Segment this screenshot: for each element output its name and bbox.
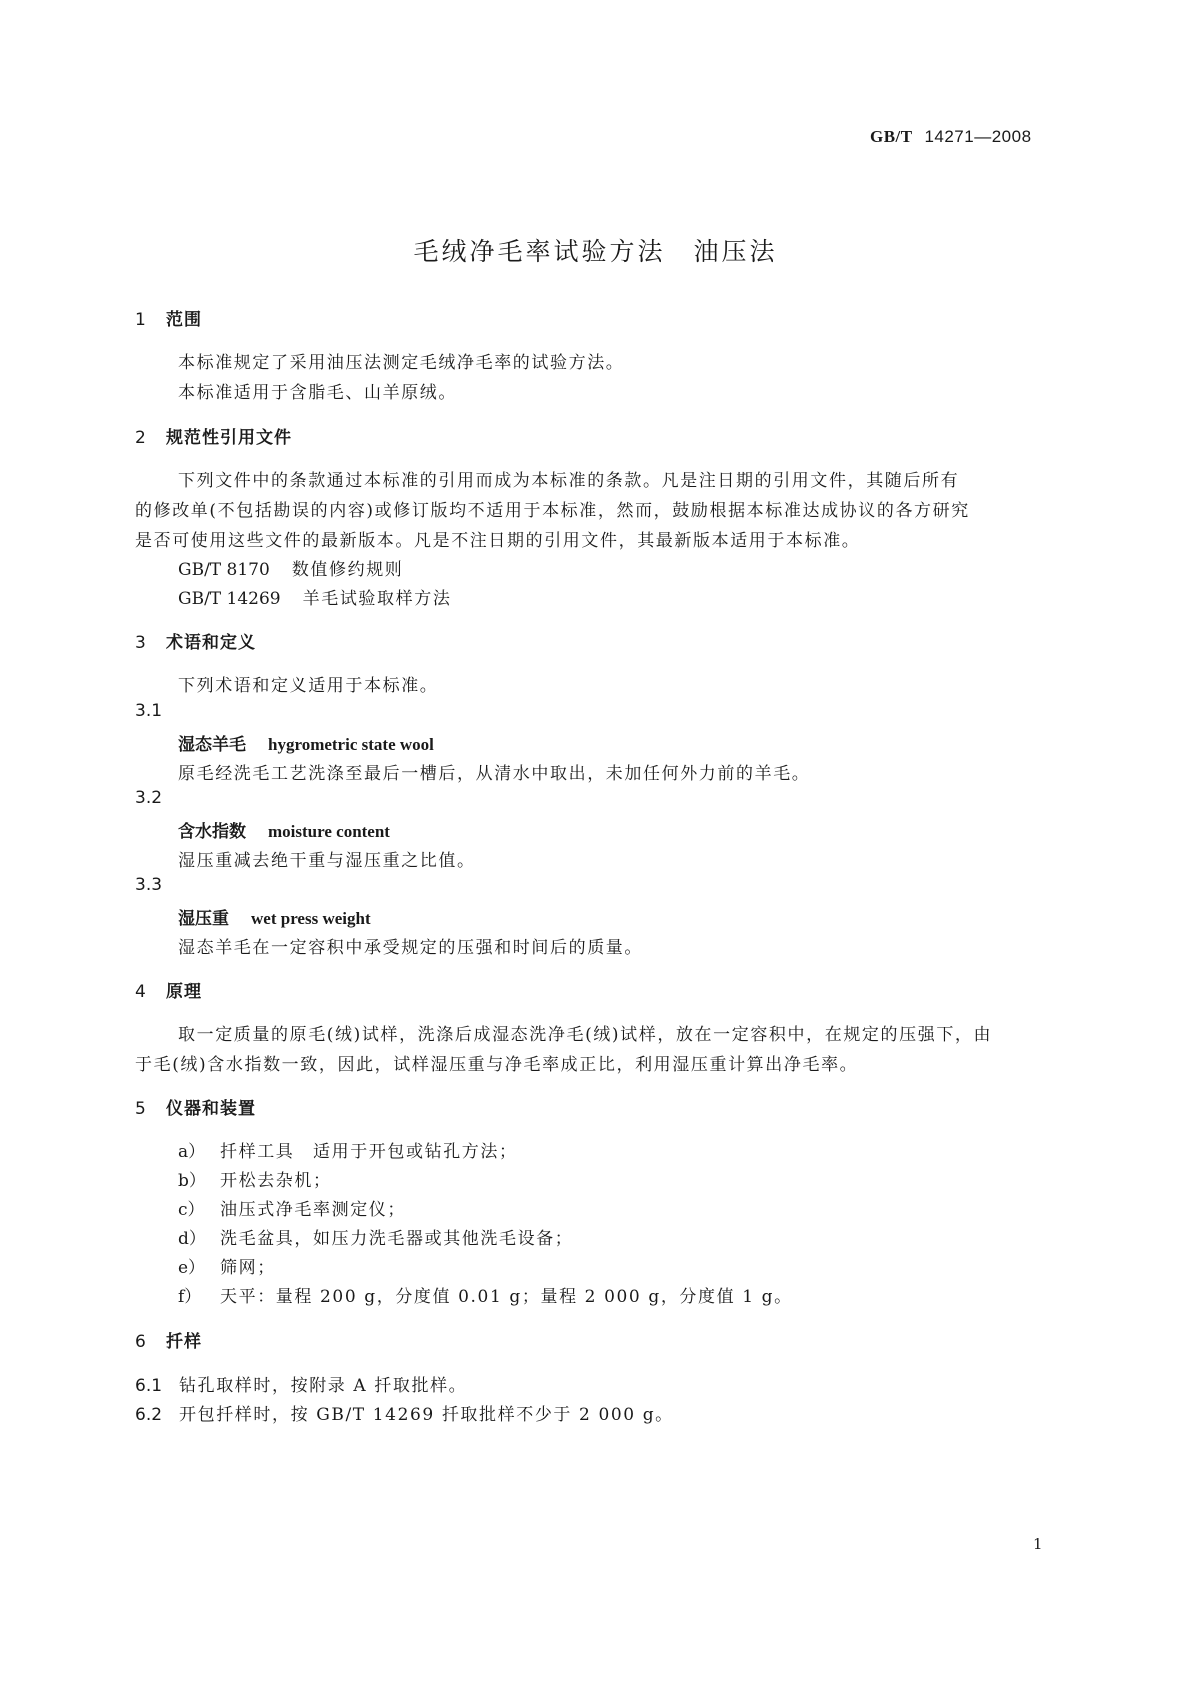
term-zh: 湿态羊毛 <box>178 735 246 755</box>
section-heading-3 <box>135 628 256 653</box>
section-heading-1 <box>135 305 202 330</box>
section-number: 2 <box>135 428 147 448</box>
term-number: 3.1 <box>135 701 163 721</box>
section-number: 6 <box>135 1332 147 1352</box>
list-item <box>178 1137 518 1162</box>
term-en: moisture content <box>268 822 390 841</box>
clause-number: 6.2 <box>135 1405 163 1425</box>
term-heading <box>178 817 390 842</box>
term-definition: 湿压重减去绝干重与湿压重之比值。 <box>178 851 476 871</box>
section-number: 1 <box>135 310 147 330</box>
list-item <box>178 1282 793 1307</box>
list-text: 洗毛盆具，如压力洗毛器或其他洗毛设备； <box>220 1229 574 1249</box>
reference-title: 羊毛试验取样方法 <box>302 589 452 609</box>
list-label: a） <box>178 1142 206 1162</box>
list-text: 扦样工具 适用于开包或钻孔方法； <box>220 1142 518 1162</box>
list-text: 筛网； <box>220 1258 276 1278</box>
standard-code <box>870 127 1032 147</box>
term-en: wet press weight <box>251 909 371 928</box>
list-label: c） <box>178 1200 205 1220</box>
document-title: 毛绒净毛率试验方法 油压法 <box>413 237 778 266</box>
clause-text: 钻孔取样时，按附录 A 扦取批样。 <box>179 1376 468 1396</box>
section-heading-5 <box>135 1094 256 1119</box>
list-label: e） <box>178 1258 206 1278</box>
section-title: 原理 <box>166 982 202 1002</box>
paragraph: 本标准适用于含脂毛、山羊原绒。 <box>178 383 457 403</box>
list-item <box>178 1166 332 1191</box>
term-heading <box>178 730 434 755</box>
paragraph: 本标准规定了采用油压法测定毛绒净毛率的试验方法。 <box>178 353 625 373</box>
standard-prefix: GB/T <box>870 127 913 146</box>
list-label: f） <box>178 1287 202 1307</box>
list-text: 开松去杂机； <box>220 1171 332 1191</box>
clause-text: 开包扦样时，按 GB/T 14269 扦取批样不少于 2 000 g。 <box>179 1405 674 1425</box>
clause-number: 6.1 <box>135 1376 163 1396</box>
term-heading <box>178 904 371 929</box>
section-title: 扦样 <box>166 1332 202 1352</box>
clause <box>135 1371 467 1396</box>
section-title: 范围 <box>166 310 202 330</box>
list-item <box>178 1224 573 1249</box>
reference-code: GB/T 8170 <box>178 560 270 580</box>
section-title: 术语和定义 <box>166 633 256 653</box>
list-text: 天平：量程 200 g，分度值 0.01 g；量程 2 000 g，分度值 1 g。 <box>220 1287 793 1307</box>
list-item <box>178 1195 406 1220</box>
reference-item <box>178 555 403 580</box>
term-zh: 含水指数 <box>178 822 246 842</box>
section-number: 5 <box>135 1099 147 1119</box>
standard-number: 14271—2008 <box>924 127 1032 146</box>
term-zh: 湿压重 <box>178 909 229 929</box>
list-item <box>178 1253 276 1278</box>
term-number: 3.2 <box>135 788 163 808</box>
paragraph-line: 下列文件中的条款通过本标准的引用而成为本标准的条款。凡是注日期的引用文件，其随后所有 <box>178 471 960 491</box>
page-number: 1 <box>1033 1535 1043 1553</box>
paragraph-line: 取一定质量的原毛(绒)试样，洗涤后成湿态洗净毛(绒)试样，放在一定容积中，在规定的压强下，由 <box>178 1025 993 1045</box>
term-definition: 原毛经洗毛工艺洗涤至最后一槽后，从清水中取出，未加任何外力前的羊毛。 <box>178 764 811 784</box>
reference-item <box>178 584 451 609</box>
paragraph-line: 于毛(绒)含水指数一致，因此，试样湿压重与净毛率成正比，利用湿压重计算出净毛率。 <box>135 1055 859 1075</box>
term-number: 3.3 <box>135 875 163 895</box>
list-text: 油压式净毛率测定仪； <box>220 1200 406 1220</box>
section-title: 仪器和装置 <box>166 1099 256 1119</box>
section-number: 4 <box>135 982 147 1002</box>
section-heading-4 <box>135 977 202 1002</box>
clause <box>135 1400 674 1425</box>
reference-code: GB/T 14269 <box>178 589 281 609</box>
section-number: 3 <box>135 633 147 653</box>
term-definition: 湿态羊毛在一定容积中承受规定的压强和时间后的质量。 <box>178 938 643 958</box>
reference-title: 数值修约规则 <box>291 560 404 580</box>
section-heading-2 <box>135 423 292 448</box>
paragraph-line: 是否可使用这些文件的最新版本。凡是不注日期的引用文件，其最新版本适用于本标准。 <box>135 531 861 551</box>
paragraph: 下列术语和定义适用于本标准。 <box>178 676 439 696</box>
paragraph-line: 的修改单(不包括勘误的内容)或修订版均不适用于本标准，然而，鼓励根据本标准达成协议的各方研究 <box>135 501 970 521</box>
list-label: d） <box>178 1229 206 1249</box>
term-en: hygrometric state wool <box>268 735 434 754</box>
section-heading-6 <box>135 1327 202 1352</box>
list-label: b） <box>178 1171 206 1191</box>
section-title: 规范性引用文件 <box>166 428 292 448</box>
